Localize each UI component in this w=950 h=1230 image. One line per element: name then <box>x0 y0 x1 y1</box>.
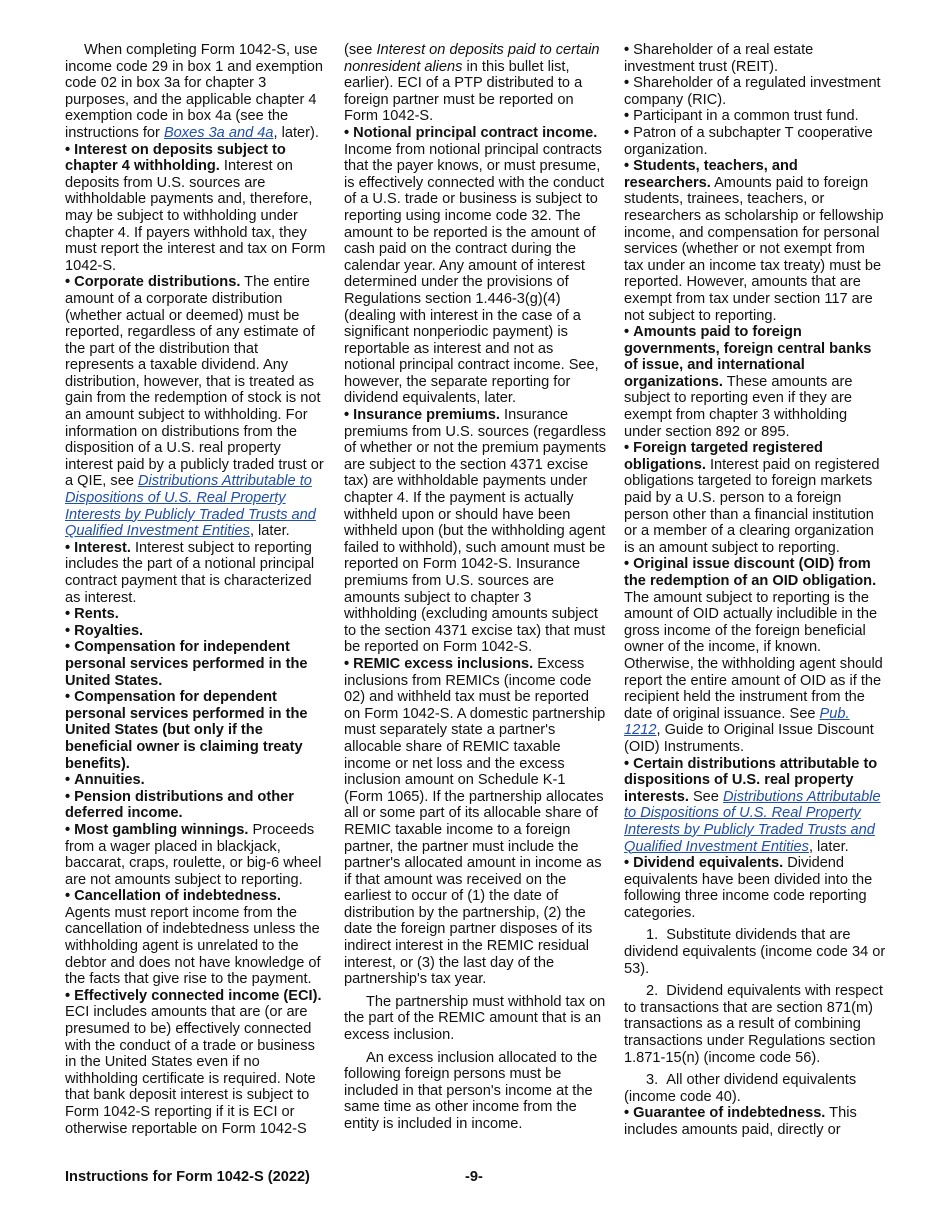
bullet-annuities <box>65 772 327 789</box>
list-item-reit: • Shareholder of a real estate investment trust (REIT). <box>624 42 886 75</box>
bullet-interest-deposits-ch4 <box>65 142 327 275</box>
footer-form-title: Instructions for Form 1042-S (2022) <box>65 1169 310 1185</box>
bullet-text: Dividend equivalents have been divided into the following three income code reporting categories. <box>624 855 873 921</box>
text: (see <box>344 42 377 58</box>
bullet-insurance-premiums <box>344 407 606 656</box>
bullet-foreign-targeted <box>624 440 886 556</box>
text: See <box>688 788 723 805</box>
bullet-heading: Insurance premiums. <box>353 407 500 424</box>
bullet-oid <box>624 556 886 755</box>
bullet-text: These amounts are subject to reporting even if they are exempt from chapter 3 withholding under section 892 or 895. <box>624 373 853 440</box>
bullet-heading: Rents. <box>74 606 119 623</box>
bullet-royalties <box>65 623 327 640</box>
bullet-text: ECI includes amounts that are (or are presumed to be) effectively connected with the conduct of a trade or business in the United States even if no withholding certificate is required. Note that bank deposit interest is subject to Form 1042-S reporting if it is ECI or otherwise reportable on Form 1042-S <box>65 1004 316 1137</box>
paragraph-excess-inclusion: An excess inclusion allocated to the following foreign persons must be included in that person's income at the same time as other income from the entity is included in income. <box>344 1049 598 1132</box>
text: , Guide to Original Issue Discount (OID) Instruments. <box>624 722 874 755</box>
bullet-text: The entire amount of a corporate distribution (whether actual or deemed) must be reported, regardless of any estimate of the part of the distribution that represents a taxable dividend. Any distribution, however, that is treated as gain from the redemption of stock is not an amount subject to withholding. For information on distributions from the disposition of a U.S. real property interest paid by a publicly traded trust or a QIE, see <box>65 274 324 490</box>
text: , later). <box>273 124 319 141</box>
bullet-text: Amounts paid to foreign students, trainees, teachers, or researchers as scholarship or fellowship income, and compensation for personal services (whether or not exempt from tax under an income tax treaty) must be reported. However, amounts that are exempt from tax under section 117 are not subject to reporting. <box>624 174 884 324</box>
bullet-heading: Certain distributions attributable to dispositions of U.S. real property interests. <box>624 755 878 805</box>
paragraph-eci-continued <box>344 42 606 125</box>
bullet-remic-excess <box>344 656 606 988</box>
bullet-heading: Annuities. <box>74 772 145 789</box>
bullet-students-teachers <box>624 158 886 324</box>
bullet-real-property-distributions <box>624 756 886 856</box>
bullet-rents <box>65 606 327 623</box>
bullet-eci <box>65 988 327 1137</box>
bullet-dividend-equivalents <box>624 855 886 921</box>
bullet-corporate-distributions <box>65 274 327 540</box>
list-item-ric: • Shareholder of a regulated investment company (RIC). <box>624 75 886 108</box>
numbered-item-2: 2. Dividend equivalents with respect to transactions that are section 871(m) transactions as a result of combining transactions under Regulations section 1.871-15(n) (income code 56). <box>624 983 883 1066</box>
link-boxes-3a-4a[interactable]: Boxes 3a and 4a <box>163 124 274 141</box>
list-item-common-trust: • Participant in a common trust fund. <box>624 108 886 125</box>
bullet-heading: Foreign targeted registered obligations. <box>624 440 823 473</box>
bullet-independent-services <box>65 639 327 689</box>
numbered-item-3: 3. All other dividend equivalents (income code 40). <box>624 1072 857 1105</box>
bullet-heading: Most gambling winnings. <box>74 821 249 838</box>
text: in this bullet list, earlier). ECI of a PTP distributed to a foreign partner must be reported on Form 1042-S. <box>344 58 583 125</box>
bullet-heading: Compensation for independent personal services performed in the United States. <box>65 639 308 689</box>
column-left <box>65 42 327 1137</box>
bullet-heading: Interest on deposits subject to chapter 4 withholding. <box>65 141 286 175</box>
page-number: -9- <box>465 1169 483 1185</box>
bullet-text: Interest on deposits from U.S. sources are withholdable payments and, therefore, may be subject to withholding under chapter 4. If payers withhold tax, they must report the interest and tax on Form 1042-S. <box>65 158 326 274</box>
bullet-heading: Compensation for dependent personal services performed in the United States (but only if the beneficial owner is claiming treaty benefits). <box>65 689 308 772</box>
bullet-heading: Students, teachers, and researchers. <box>624 158 798 191</box>
bullet-heading: Cancellation of indebtedness. <box>74 888 281 905</box>
text: , later. <box>808 838 849 855</box>
numbered-item-1: 1. Substitute dividends that are dividend equivalents (income code 34 or 53). <box>624 927 886 977</box>
bullet-guarantee-indebtedness <box>624 1105 886 1138</box>
bullet-interest <box>65 540 327 606</box>
bullet-heading: Corporate distributions. <box>74 274 241 291</box>
bullet-text: Agents must report income from the cancellation of indebtedness unless the withholding agent is unrelated to the debtor and does not have knowledge of the facts that give rise to the payment. <box>65 904 321 988</box>
bullet-notional-principal <box>344 125 606 407</box>
bullet-heading: Royalties. <box>74 622 144 639</box>
italic-reference: Interest on deposits paid to certain nonresident aliens <box>344 42 600 75</box>
text: When completing Form 1042-S, use income code 29 in box 1 and exemption code 02 in box 3a for chapter 3 purposes, and the applicable chapter 4 exemption code in box 4a (see the instructions for <box>65 42 323 141</box>
bullet-heading: Guarantee of indebtedness. <box>633 1105 826 1122</box>
bullet-cancellation-indebtedness <box>65 888 327 988</box>
bullet-text: Income from notional principal contracts that the payer knows, or must presume, is effectively connected with the conduct of a U.S. trade or business is subject to reporting using income code 32. The amount to be reported is the amount of cash paid on the contract during the calendar year. Any amount of interest determined under the provisions of Regulations section 1.446-3(g)(4) (dealing with interest in the case of a significant nonperiodic payment) is reportable as interest and not as notional principal contract income. See, however, the separate reporting for dividend equivalents, later. <box>344 141 605 407</box>
column-right <box>624 42 886 1139</box>
text: , later. <box>249 523 290 540</box>
bullet-pension-distributions <box>65 789 327 822</box>
bullet-heading: REMIC excess inclusions. <box>353 655 534 672</box>
bullet-text: Interest subject to reporting includes the part of a notional principal contract payment that is characterized as interest. <box>65 539 315 606</box>
bullet-text: Proceeds from a wager placed in blackjack, baccarat, craps, roulette, or big-6 wheel are not amounts subject to reporting. <box>65 821 322 888</box>
bullet-text: The amount subject to reporting is the amount of OID actually includible in the gross income of the foreign beneficial owner of the income, if known. Otherwise, the withholding agent should report the entire amount of OID as if the recipient held the instrument from the date of original issuance. See <box>624 589 883 722</box>
bullet-heading: Pension distributions and other deferred income. <box>65 788 294 822</box>
paragraph-partnership-withhold: The partnership must withhold tax on the part of the REMIC amount that is an excess inclusion. <box>344 993 606 1044</box>
link-distributions-attributable[interactable]: Distributions Attributable to Dispositions of U.S. Real Property Interests by Publicly Traded Trusts and Qualified Investment Entities <box>624 788 881 855</box>
bullet-dependent-services <box>65 689 327 772</box>
bullet-text: This includes amounts paid, directly or <box>624 1105 857 1138</box>
list-item-cooperative: • Patron of a subchapter T cooperative organization. <box>624 125 886 158</box>
bullet-text: Excess inclusions from REMICs (income code 02) and withheld tax must be reported on Form 1042-S. A domestic partnership must separately state a partner's allocable share of REMIC taxable income or net loss and the excess inclusion amount on Schedule K-1 (Form 1065). If the partnership allocates all or some part of its allocable share of REMIC taxable income to a foreign partner, the partner must include the partner's allocated amount in income as if that amount was received on the earliest to occur of (1) the date of distribution by the partnership, (2) the date the foreign partner disposes of its indirect interest in the REMIC residual interest, or (3) the last day of the partnership's tax year. <box>344 655 606 988</box>
bullet-text: Interest paid on registered obligations targeted to foreign markets paid by a U.S. person to a foreign person other than a financial institution or a member of a clearing organization is an amount subject to reporting. <box>624 456 880 556</box>
bullet-heading: Original issue discount (OID) from the redemption of an OID obligation. <box>624 556 877 589</box>
bullet-text: Insurance premiums from U.S. sources (regardless of whether or not the premium payments are subject to the section 4371 excise tax) are withholdable payments under chapter 4. If the payment is actually withheld upon or should have been withheld upon (but the withholding agent failed to withhold), such amount must be reported on Form 1042-S. Insurance premiums from U.S. sources are amounts subject to chapter 3 withholding (excluding amounts subject to the section 4371 excise tax) that must be reported on Form 1042-S. <box>344 407 607 656</box>
bullet-gambling-winnings <box>65 822 327 888</box>
bullet-heading: Dividend equivalents. <box>633 855 784 872</box>
paragraph-income-code-29 <box>65 42 327 142</box>
column-middle <box>344 42 606 1133</box>
bullet-foreign-governments <box>624 324 886 440</box>
bullet-heading: Notional principal contract income. <box>353 124 598 141</box>
bullet-heading: Amounts paid to foreign governments, foreign central banks of issue, and international organizations. <box>624 324 872 390</box>
bullet-heading: Interest. <box>74 539 131 556</box>
link-pub-1212[interactable]: Pub. 1212 <box>624 705 850 739</box>
bullet-heading: Effectively connected income (ECI). <box>74 987 322 1004</box>
link-distributions-attributable[interactable]: Distributions Attributable to Dispositions of U.S. Real Property Interests by Publicly Traded Trusts and Qualified Investment Entities <box>65 473 316 540</box>
